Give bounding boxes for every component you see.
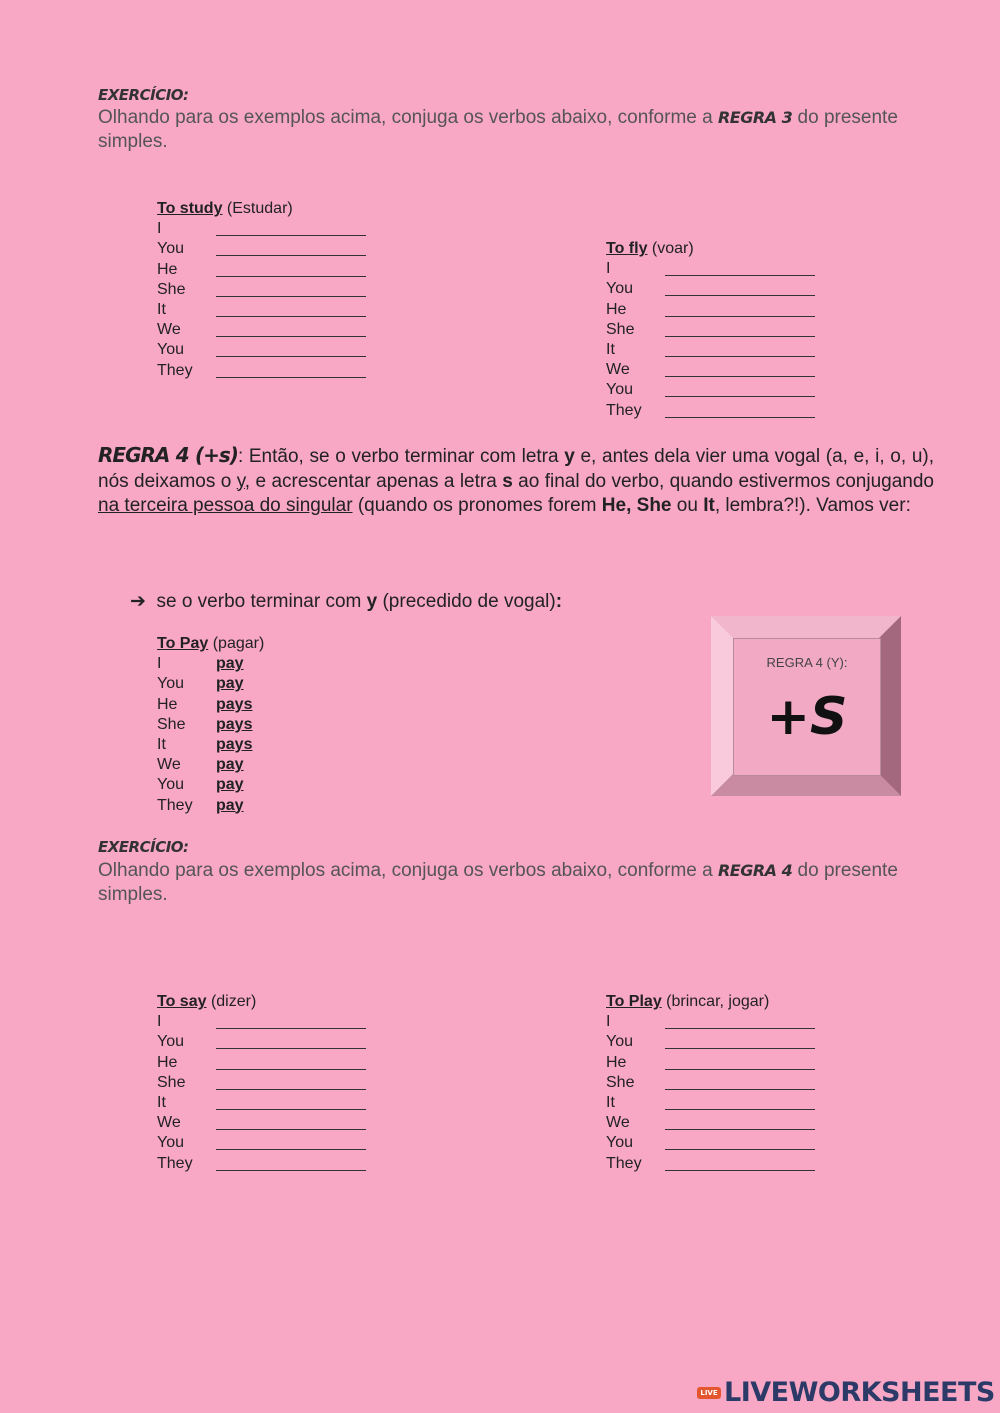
- conjugation-row: [157, 775, 264, 795]
- conjugation-row: [157, 1113, 366, 1133]
- rule-text: ao final do verbo, quando estivermos conjugando: [512, 470, 934, 492]
- verb-translation: (brincar, jogar): [661, 993, 770, 1010]
- verb-translation: (dizer): [206, 993, 257, 1010]
- answer-blank[interactable]: [665, 1095, 815, 1110]
- rule-text: , lembra?!). Vamos ver:: [714, 495, 911, 516]
- pronoun: They: [606, 1154, 642, 1172]
- conjugated-verb: pay: [216, 655, 244, 673]
- pronoun: You: [606, 1033, 633, 1051]
- answer-blank[interactable]: [216, 282, 366, 297]
- liveworksheets-logo[interactable]: [697, 1377, 995, 1408]
- pronoun: He: [157, 260, 178, 278]
- conjugation-row: [157, 795, 264, 815]
- conjugation-row: [157, 239, 366, 259]
- conjugation-row: [157, 1093, 366, 1113]
- pronoun: You: [157, 1033, 184, 1051]
- conjugation-to-study: [157, 199, 366, 381]
- pronoun: I: [157, 1013, 162, 1031]
- pronoun: She: [157, 1073, 186, 1091]
- instruction-text: Olhando para os exemplos acima, conjuga os verbos abaixo, conforme a: [98, 107, 718, 128]
- pronoun: She: [157, 715, 186, 733]
- conjugation-row: [606, 340, 815, 360]
- answer-blank[interactable]: [665, 382, 815, 397]
- pronoun: We: [157, 756, 181, 774]
- conjugated-verb: pays: [216, 715, 253, 733]
- conjugation-row: [606, 1052, 815, 1072]
- instruction-text-end: do presente simples.: [98, 860, 898, 905]
- rule-underlined-phrase: na terceira pessoa do singular: [98, 495, 353, 516]
- answer-blank[interactable]: [665, 342, 815, 357]
- rule-text: e acrescentar apenas a letra: [250, 470, 503, 492]
- pronoun: We: [606, 361, 630, 379]
- logo-text: LIVEWORKSHEETS: [724, 1377, 995, 1408]
- answer-blank[interactable]: [665, 281, 815, 296]
- pronoun: We: [606, 1114, 630, 1132]
- answer-blank[interactable]: [665, 261, 815, 276]
- verb-title: To Pay: [157, 635, 209, 652]
- rule-letter-s: s: [502, 470, 513, 492]
- conjugation-row: [157, 259, 366, 279]
- conjugation-row: [157, 1133, 366, 1153]
- answer-blank[interactable]: [665, 1014, 815, 1029]
- bullet-text: (precedido de vogal): [377, 591, 556, 612]
- bullet-text: se o verbo terminar com: [156, 591, 367, 612]
- answer-blank[interactable]: [216, 1115, 366, 1130]
- rule-letter-y-underlined: y,: [236, 470, 251, 492]
- conjugation-row: [157, 219, 366, 239]
- pronoun: It: [157, 300, 166, 318]
- answer-blank[interactable]: [216, 1014, 366, 1029]
- conjugation-row: [157, 674, 264, 694]
- pronoun: They: [606, 401, 642, 419]
- conjugation-row: [157, 654, 264, 674]
- conjugation-to-play: [606, 992, 815, 1174]
- conjugation-row: [157, 280, 366, 300]
- conjugation-row: [606, 380, 815, 400]
- conjugated-verb: pays: [216, 735, 253, 753]
- pronoun: It: [157, 1093, 166, 1111]
- conjugation-to-say: [157, 992, 366, 1174]
- conjugation-to-fly: [606, 239, 815, 421]
- verb-title: To Play: [606, 993, 662, 1010]
- badge-label: REGRA 4 (Y):: [766, 655, 848, 670]
- rule-pronoun-it: It: [703, 495, 715, 516]
- bullet-colon: :: [555, 591, 563, 612]
- conjugated-verb: pay: [216, 756, 244, 774]
- pronoun: It: [157, 735, 166, 753]
- exercise-heading: EXERCÍCIO:: [98, 838, 189, 856]
- conjugation-row: [157, 755, 264, 775]
- pronoun: You: [157, 341, 184, 359]
- conjugation-row: [606, 320, 815, 340]
- conjugation-row: [157, 694, 264, 714]
- answer-blank[interactable]: [216, 363, 366, 378]
- answer-blank[interactable]: [665, 1075, 815, 1090]
- conjugation-row: [157, 1052, 366, 1072]
- exercise-instructions: [98, 859, 938, 907]
- answer-blank[interactable]: [216, 302, 366, 317]
- pronoun: They: [157, 796, 193, 814]
- conjugation-row: [606, 1153, 815, 1173]
- pronoun: I: [606, 260, 611, 278]
- conjugation-row: [157, 320, 366, 340]
- badge-symbol: +S: [766, 687, 848, 747]
- conjugation-row: [606, 1032, 815, 1052]
- answer-blank[interactable]: [665, 1115, 815, 1130]
- rule-4-explanation: [98, 443, 934, 519]
- answer-blank[interactable]: [216, 1095, 366, 1110]
- conjugation-row: [606, 1113, 815, 1133]
- answer-blank[interactable]: [216, 1156, 366, 1171]
- bullet-point: [130, 590, 562, 613]
- conjugation-row: [157, 735, 264, 755]
- answer-blank[interactable]: [216, 1034, 366, 1049]
- pronoun: You: [157, 240, 184, 258]
- answer-blank[interactable]: [665, 322, 815, 337]
- pronoun: She: [606, 1073, 635, 1091]
- instruction-text: Olhando para os exemplos acima, conjuga os verbos abaixo, conforme a: [98, 860, 718, 881]
- rule-reference: REGRA 4: [717, 861, 793, 880]
- conjugation-row: [606, 1073, 815, 1093]
- conjugation-row: [157, 1153, 366, 1173]
- answer-blank[interactable]: [216, 1075, 366, 1090]
- pronoun: I: [157, 220, 162, 238]
- pronoun: I: [606, 1013, 611, 1031]
- rule-text: (quando os pronomes forem: [352, 495, 602, 516]
- exercise-heading: EXERCÍCIO:: [98, 86, 189, 104]
- rule-badge: [711, 616, 901, 796]
- logo-icon: LIVE: [697, 1387, 721, 1399]
- conjugation-row: [606, 360, 815, 380]
- pronoun: You: [606, 1134, 633, 1152]
- pronoun: He: [606, 300, 627, 318]
- arrow-icon: ➔: [130, 591, 146, 612]
- rule-reference: REGRA 3: [717, 108, 793, 127]
- instruction-text-end: do presente simples.: [98, 107, 898, 152]
- pronoun: They: [157, 1154, 193, 1172]
- answer-blank[interactable]: [216, 1135, 366, 1150]
- answer-blank[interactable]: [665, 1156, 815, 1171]
- pronoun: You: [157, 1134, 184, 1152]
- pronoun: She: [606, 320, 635, 338]
- verb-translation: (voar): [647, 240, 694, 257]
- pronoun: He: [606, 1053, 627, 1071]
- answer-blank[interactable]: [216, 1055, 366, 1070]
- answer-blank[interactable]: [216, 322, 366, 337]
- conjugation-row: [157, 1073, 366, 1093]
- verb-title: To fly: [606, 240, 648, 257]
- conjugation-row: [606, 299, 815, 319]
- rule-pronouns: He, She: [601, 495, 672, 516]
- conjugation-row: [606, 1093, 815, 1113]
- rule-4-title: REGRA 4 (+s): [98, 443, 238, 467]
- answer-blank[interactable]: [665, 302, 815, 317]
- verb-title: To say: [157, 993, 207, 1010]
- pronoun: You: [606, 381, 633, 399]
- conjugation-row: [606, 400, 815, 420]
- answer-blank[interactable]: [665, 403, 815, 418]
- conjugation-row: [606, 259, 815, 279]
- pronoun: He: [157, 695, 178, 713]
- conjugated-verb: pay: [216, 675, 244, 693]
- conjugated-verb: pay: [216, 776, 244, 794]
- answer-blank[interactable]: [216, 262, 366, 277]
- conjugation-row: [157, 360, 366, 380]
- pronoun: We: [157, 1114, 181, 1132]
- bullet-letter-y: y: [366, 591, 378, 612]
- pronoun: You: [157, 776, 184, 794]
- conjugation-row: [157, 300, 366, 320]
- rule-letter-y: y: [564, 446, 575, 467]
- answer-blank[interactable]: [216, 221, 366, 236]
- pronoun: It: [606, 1093, 615, 1111]
- answer-blank[interactable]: [665, 362, 815, 377]
- conjugation-row: [157, 340, 366, 360]
- rule-text: : Então, se o verbo terminar com letra: [237, 446, 565, 467]
- answer-blank[interactable]: [665, 1034, 815, 1049]
- answer-blank[interactable]: [216, 342, 366, 357]
- verb-title: To study: [157, 200, 223, 217]
- conjugated-verb: pays: [216, 695, 253, 713]
- verb-translation: (Estudar): [222, 200, 293, 217]
- pronoun: We: [157, 321, 181, 339]
- conjugation-row: [157, 1012, 366, 1032]
- rule-text: ou: [671, 495, 704, 516]
- conjugation-row: [157, 715, 264, 735]
- conjugation-row: [606, 279, 815, 299]
- answer-blank[interactable]: [216, 241, 366, 256]
- pronoun: It: [606, 340, 615, 358]
- pronoun: She: [157, 280, 186, 298]
- conjugation-row: [606, 1012, 815, 1032]
- conjugation-row: [157, 1032, 366, 1052]
- exercise-instructions: [98, 106, 938, 154]
- conjugated-verb: pay: [216, 796, 244, 814]
- rule-text: e, antes dela vier uma vogal (a, e, i, o, u), nós deixamos o: [98, 446, 934, 492]
- pronoun: He: [157, 1053, 178, 1071]
- pronoun: You: [157, 675, 184, 693]
- conjugation-to-pay: [157, 634, 264, 816]
- pronoun: I: [157, 655, 162, 673]
- answer-blank[interactable]: [665, 1135, 815, 1150]
- verb-translation: (pagar): [208, 635, 265, 652]
- conjugation-row: [606, 1133, 815, 1153]
- pronoun: They: [157, 361, 193, 379]
- pronoun: You: [606, 280, 633, 298]
- answer-blank[interactable]: [665, 1055, 815, 1070]
